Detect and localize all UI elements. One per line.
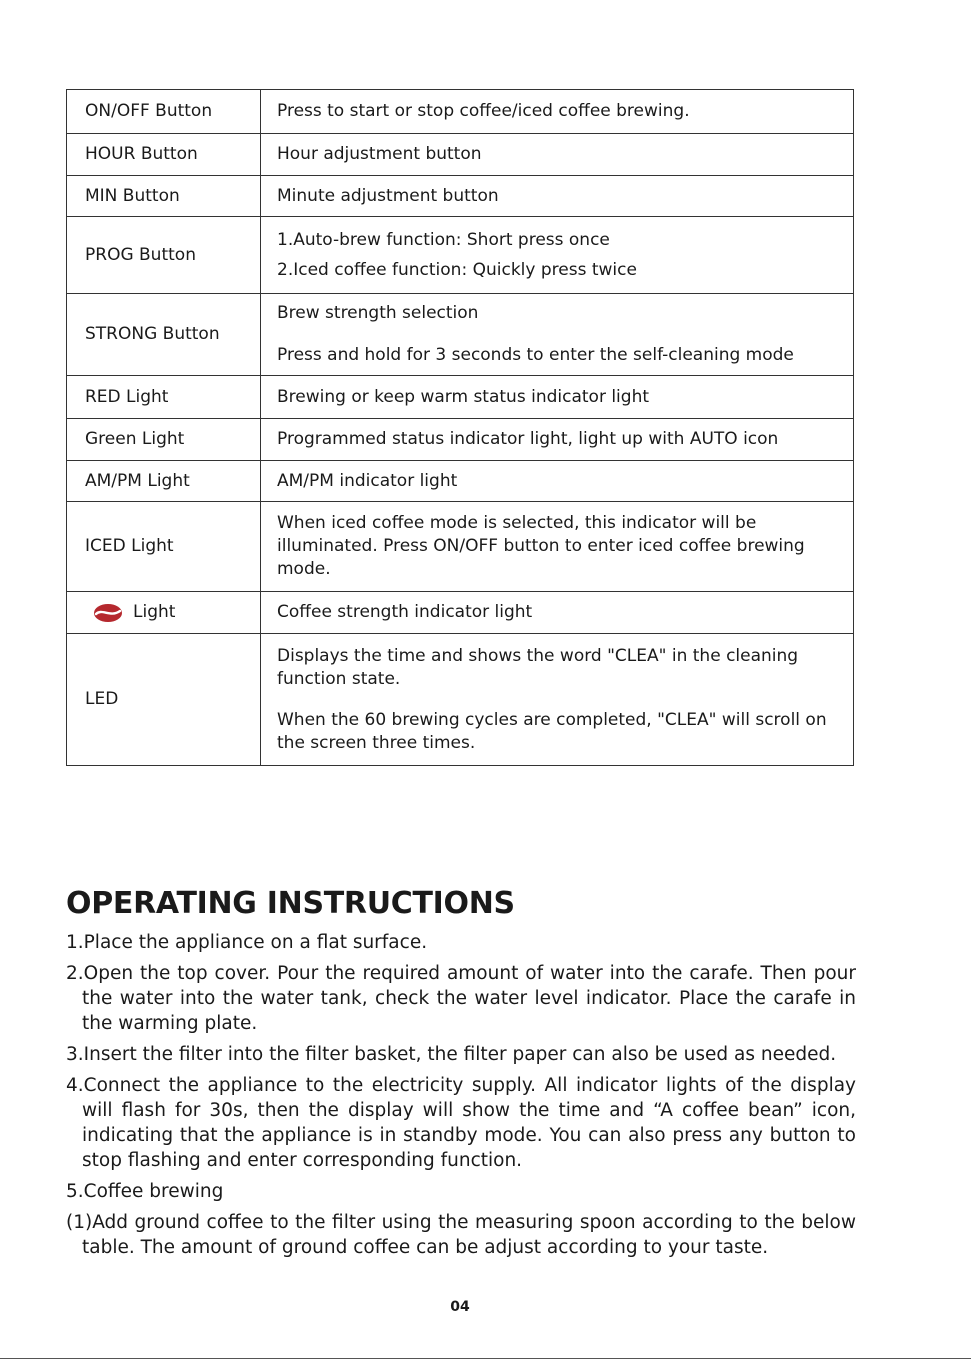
table-row [67, 592, 854, 634]
row-desc: Brew strength selection Press and hold for 3 seconds to enter the self-cleaning mode [261, 294, 854, 376]
table-row [67, 376, 854, 419]
table-row [67, 90, 854, 134]
row-desc: 1.Auto-brew function: Short press once 2.Iced coffee function: Quickly press twice [261, 217, 854, 294]
instruction-item: 2.Open the top cover. Pour the required amount of water into the carafe. Then pour the water into the water tank, check the water level indicator. Place the carafe in the warming plate. [66, 963, 856, 1034]
page-number: 04 [450, 1299, 470, 1315]
table-row [67, 217, 854, 294]
row-desc: When iced coffee mode is selected, this indicator will be illuminated. Press ON/OFF button to enter iced coffee brewing mode. [261, 502, 854, 592]
row-name: STRONG Button [67, 294, 261, 376]
row-desc: Press to start or stop coffee/iced coffee brewing. [261, 90, 854, 134]
row-name: ON/OFF Button [67, 90, 261, 134]
instruction-item: 1.Place the appliance on a flat surface. [66, 932, 428, 953]
row-name: RED Light [67, 376, 261, 419]
table-row [67, 294, 854, 376]
instruction-item: 4.Connect the appliance to the electricity supply. All indicator lights of the display will flash for 30s, then the display will show the time and “A coffee bean” icon, indicating that the appliance is in standby mode. You can also press any button to stop flashing and enter corresponding function. [66, 1075, 856, 1171]
row-desc: Programmed status indicator light, light up with AUTO icon [261, 419, 854, 461]
row-desc: Brewing or keep warm status indicator light [261, 376, 854, 419]
row-name: PROG Button [67, 217, 261, 294]
row-desc: Coffee strength indicator light [261, 592, 854, 634]
row-name: HOUR Button [67, 134, 261, 176]
function-table [66, 89, 854, 766]
section-title: OPERATING INSTRUCTIONS [66, 886, 515, 921]
instruction-list [66, 930, 856, 1266]
row-desc: AM/PM indicator light [261, 461, 854, 502]
table-row [67, 502, 854, 592]
row-desc: Hour adjustment button [261, 134, 854, 176]
table-row [67, 634, 854, 766]
row-name: Light [133, 602, 176, 622]
row-name-with-icon [67, 592, 261, 634]
row-name: LED [67, 634, 261, 766]
row-desc: Minute adjustment button [261, 176, 854, 217]
table-row [67, 176, 854, 217]
table-row [67, 419, 854, 461]
row-name: AM/PM Light [67, 461, 261, 502]
row-name: Green Light [67, 419, 261, 461]
table-row [67, 134, 854, 176]
instruction-item: (1)Add ground coffee to the filter using the measuring spoon according to the below table. The amount of ground coffee can be adjust according to your taste. [66, 1212, 856, 1258]
table-row [67, 461, 854, 502]
page-divider [0, 1358, 971, 1359]
instruction-item: 5.Coffee brewing [66, 1181, 224, 1202]
row-desc: Displays the time and shows the word "CLEA" in the cleaning function state. When the 60 brewing cycles are completed, "CLEA" will scroll on the screen three times. [261, 634, 854, 766]
row-name: MIN Button [67, 176, 261, 217]
instruction-item: 3.Insert the filter into the filter basket, the filter paper can also be used as needed. [66, 1044, 837, 1065]
row-name: ICED Light [67, 502, 261, 592]
coffee-bean-icon [93, 603, 123, 623]
